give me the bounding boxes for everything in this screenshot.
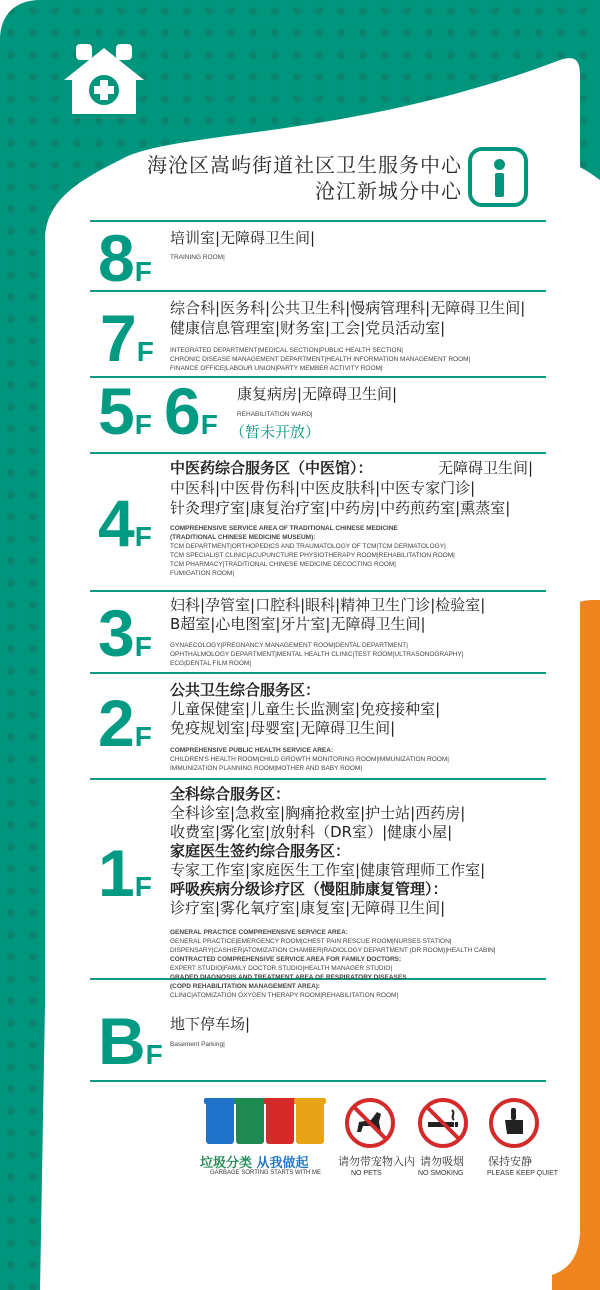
floor-2-rooms-en-1: CHILDREN'S HEALTH ROOM|CHILD GROWTH MONITORING ROOM|IMMUNIZATION ROOM| [170, 756, 449, 763]
floor-7-rooms-en-2: CHRONIC DISEASE MANAGEMENT DEPARTMENT|HEALTH INFORMATION MANAGEMENT ROOM| [170, 356, 471, 363]
floor-4-rooms-en-2: TCM SPECIALIST CLINIC|ACUPUNCTURE PHYSIOTHERAPY ROOM|REHABILITATION ROOM| [170, 552, 455, 559]
floor-7-label: 7F [100, 301, 154, 375]
floor-5-6-rooms-en: REHABILITATION WARD| [237, 411, 313, 418]
floor-1-heading-1: 全科综合服务区： [170, 785, 291, 803]
floor-1-en-7: (COPD REHABILITATION MANAGEMENT AREA): [170, 983, 321, 990]
floor-1-rooms-4: 诊疗室|雾化氧疗室|康复室|无障碍卫生间| [170, 899, 446, 917]
floor-b-rooms: 地下停车场| [170, 1015, 251, 1033]
floor-4-heading-tail: 无障碍卫生间| [438, 459, 534, 477]
floor-2-heading: 公共卫生综合服务区： [170, 681, 321, 699]
floor-4-heading-en-1: COMPREHENSIVE SERVICE AREA OF TRADITIONAL CHINESE MEDICINE [170, 525, 398, 532]
floor-7-rooms-2: 健康信息管理室|财务室|工会|党员活动室| [170, 319, 446, 337]
floor-1-en-6: GRADED DIAGNOSIS AND TREATMENT AREA OF RESPIRATORY DISEASES [170, 974, 407, 981]
floor-8-rooms-en: TRAINING ROOM| [170, 254, 225, 261]
floor-4-heading: 中医药综合服务区（中医馆）： [170, 459, 373, 477]
floor-1-en-5: EXPERT STUDIO|FAMILY DOCTOR STUDIO|HEALTH MANAGER STUDIO| [170, 965, 393, 972]
floor-3-label: 3F [98, 596, 152, 670]
no-pets-label: 请勿带宠物入内 [338, 1155, 415, 1168]
medical-house-icon [60, 40, 148, 118]
divider [90, 290, 546, 292]
floor-5-6-rooms: 康复病房|无障碍卫生间| [237, 385, 398, 403]
keep-quiet-label: 保持安静 [488, 1155, 532, 1168]
divider [90, 376, 546, 378]
floor-2-heading-en: COMPREHENSIVE PUBLIC HEALTH SERVICE AREA: [170, 747, 334, 754]
floor-3-rooms-en-1: GYNAECOLOGY|PREGNANCY MANAGEMENT ROOM|DENTAL DEPARTMENT| [170, 642, 408, 649]
floor-8-label: 8F [98, 221, 152, 295]
floor-2-rooms-en-2: IMMUNIZATION PLANNING ROOM|MOTHER AND BABY ROOM| [170, 765, 363, 772]
keep-quiet-label-en: PLEASE KEEP QUIET [487, 1170, 559, 1177]
floor-2-label: 2F [98, 686, 152, 760]
floor-4-rooms-2: 针灸理疗室|康复治疗室|中药房|中药煎药室|熏蒸室| [170, 499, 511, 517]
divider [90, 220, 546, 222]
divider [90, 672, 546, 674]
floor-3-rooms-en-3: ECG|DENTAL FILM ROOM| [170, 660, 252, 667]
page-title [92, 152, 462, 204]
floor-6-label: 6F [164, 374, 218, 448]
title-line-2: 沧江新城分中心 [315, 179, 462, 203]
garbage-bins-icon [200, 1098, 330, 1148]
floor-1-en-2: GENERAL PRACTICE|EMERGENCY ROOM|CHEST PAIN RESCUE ROOM|NURSES STATION| [170, 938, 452, 945]
divider [90, 590, 546, 592]
divider [90, 1080, 546, 1082]
floor-4-rooms-en-3: TCM PHARMACY|TRADITIONAL CHINESE MEDICINE DECOCTING ROOM| [170, 561, 396, 568]
floor-4-rooms-en-4: FUMIGATION ROOM| [170, 570, 235, 577]
floor-4-heading-en-2: (TRADITIONAL CHINESE MEDICINE MUSEUM): [170, 534, 316, 541]
floor-7-rooms-en-3: FINANCE OFFICE|LABOUR UNION|PARTY MEMBER ACTIVITY ROOM| [170, 365, 383, 372]
keep-quiet-icon [489, 1098, 539, 1148]
title-line-1: 海沧区嵩屿街道社区卫生服务中心 [147, 153, 462, 177]
no-smoking-label: 请勿吸烟 [420, 1155, 464, 1168]
floor-1-en-4: CONTRACTED COMPREHENSIVE SERVICE AREA FOR FAMILY DOCTORS: [170, 956, 402, 963]
garbage-sorting-slogan: 垃圾分类 从我做起 [200, 1156, 309, 1171]
floor-4-label: 4F [98, 486, 152, 560]
divider [90, 778, 546, 780]
floor-1-en-1: GENERAL PRACTICE COMPREHENSIVE SERVICE AREA: [170, 929, 348, 936]
floor-1-rooms-2: 收费室|雾化室|放射科（DR室）|健康小屋| [170, 823, 453, 841]
floor-8-rooms: 培训室|无障碍卫生间| [170, 229, 316, 247]
floor-5-6-note: （暂未开放） [230, 423, 321, 441]
floor-1-rooms-3: 专家工作室|家庭医生工作室|健康管理师工作室| [170, 861, 486, 879]
floor-2-rooms-2: 免疫规划室|母婴室|无障碍卫生间| [170, 719, 396, 737]
floor-1-label: 1F [98, 836, 152, 910]
floor-1-rooms-1: 全科诊室|急救室|胸痛抢救室|护士站|西药房| [170, 804, 466, 822]
divider [90, 452, 546, 454]
floor-3-rooms-2: B超室|心电图室|牙片室|无障碍卫生间| [170, 615, 426, 633]
floor-3-rooms-en-2: OPHTHALMOLOGY DEPARTMENT|MENTAL HEALTH CLINIC|TEST ROOM|ULTRASONOGRAPHY| [170, 651, 464, 658]
floor-1-heading-3: 呼吸疾病分级诊疗区（慢阻肺康复管理）： [170, 880, 448, 898]
garbage-sorting-slogan-en: GARBAGE SORTING STARTS WITH ME [210, 1170, 322, 1176]
floor-3-rooms-1: 妇科|孕管室|口腔科|眼科|精神卫生门诊|检验室| [170, 596, 486, 614]
floor-1-en-8: CLINIC|ATOMIZATION OXYGEN THERAPY ROOM|REHABILITATION ROOM| [170, 992, 399, 999]
floor-2-rooms-1: 儿童保健室|儿童生长监测室|免疫接种室| [170, 700, 441, 718]
floor-4-rooms-en-1: TCM DEPARTMENT|ORTHOPEDICS AND TRAUMATOLOGY OF TCM|TCM DERMATOLOGY| [170, 543, 446, 550]
no-smoking-label-en: NO SMOKING [418, 1170, 464, 1177]
no-pets-icon [345, 1098, 395, 1148]
info-icon [468, 147, 528, 207]
floor-7-rooms-1: 综合科|医务科|公共卫生科|慢病管理科|无障碍卫生间| [170, 299, 526, 317]
floor-1-heading-2: 家庭医生签约综合服务区： [170, 842, 351, 860]
floor-5-label: 5F [98, 374, 152, 448]
floor-4-rooms-1: 中医科|中医骨伤科|中医皮肤科|中医专家门诊| [170, 479, 476, 497]
floor-7-rooms-en-1: INTEGRATED DEPARTMENT|MEDICAL SECTION|PUBLIC HEALTH SECTION| [170, 347, 403, 354]
no-pets-label-en: NO PETS [351, 1170, 382, 1177]
floor-b-rooms-en: Basement Parking| [170, 1041, 225, 1048]
no-smoking-icon [418, 1098, 468, 1148]
floor-b-label: BF [98, 1004, 163, 1078]
floor-1-en-3: DISPENSARY|CASHIER|ATOMIZATION CHAMBER|RADIOLOGY DEPARTMENT (DR ROOM)|HEALTH CABIN| [170, 947, 496, 954]
